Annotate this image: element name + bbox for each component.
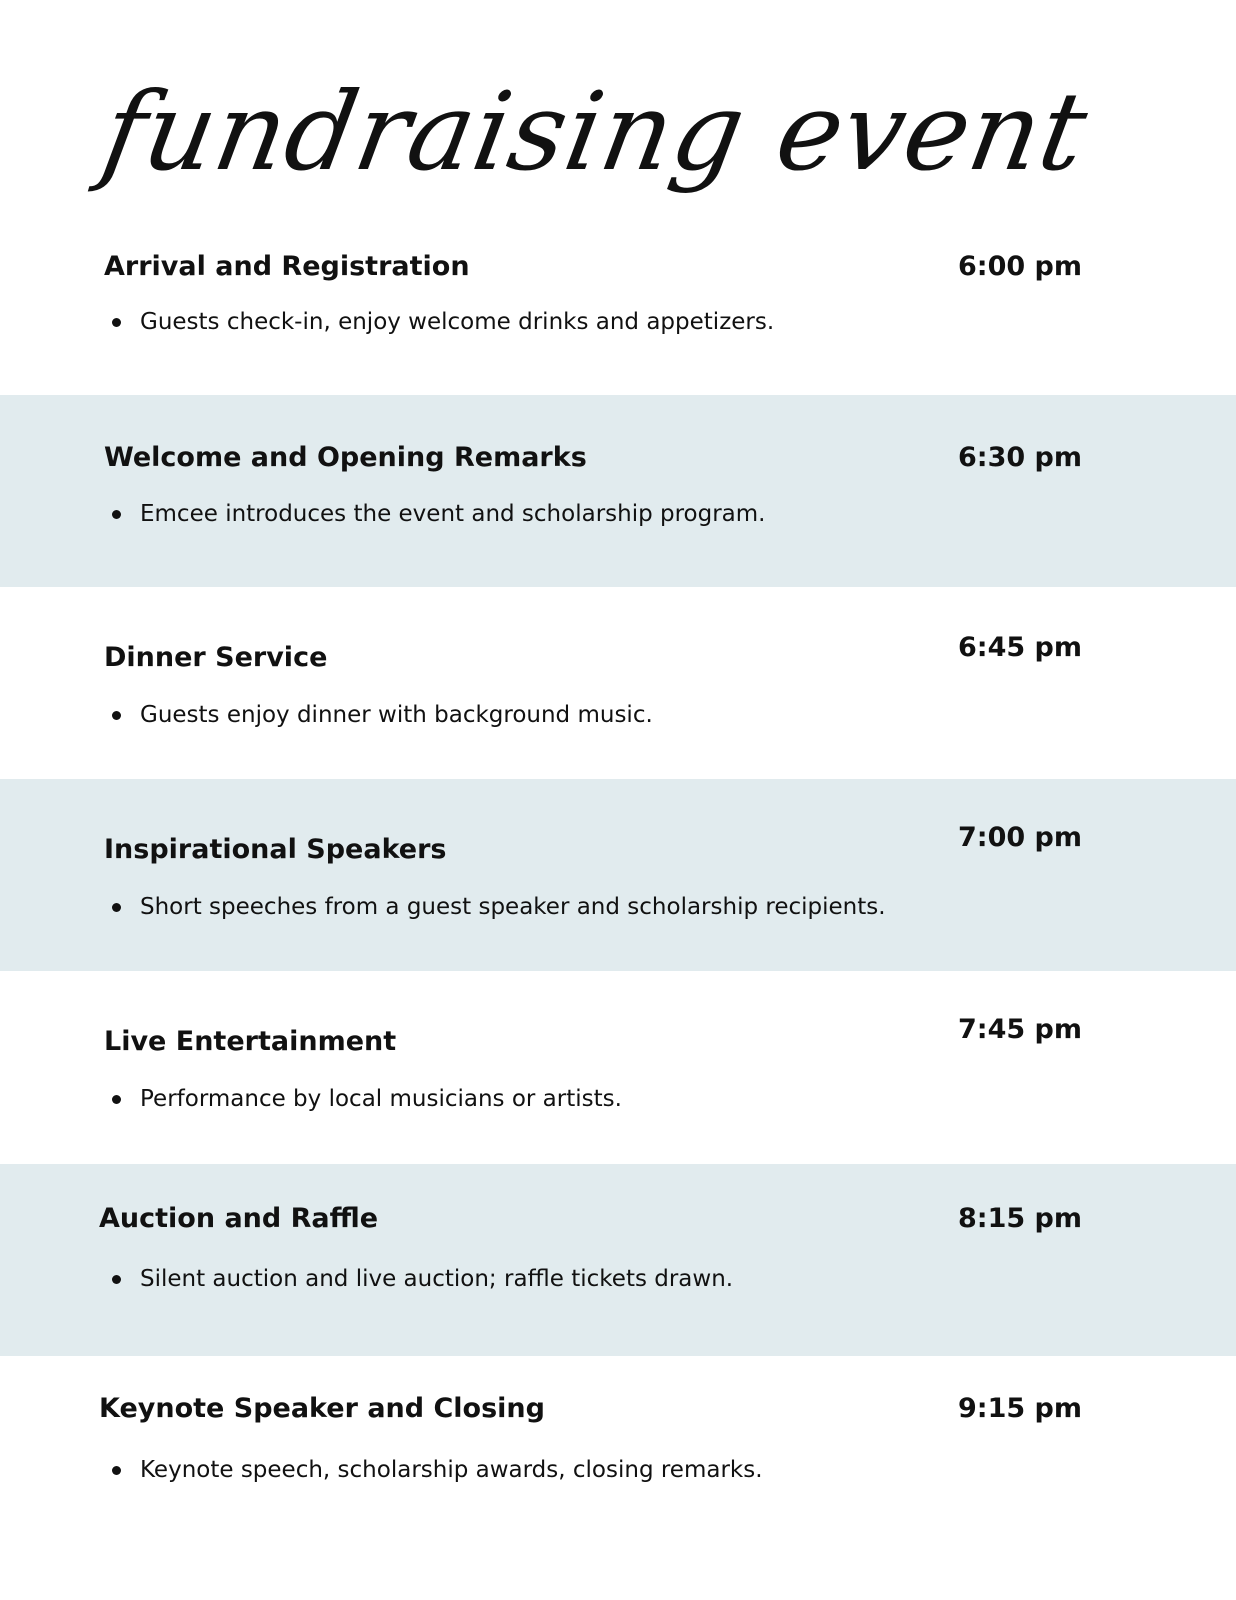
schedule-item-detail: Keynote speech, scholarship awards, closing remarks.: [140, 1457, 763, 1483]
schedule-item-title: Auction and Raffle: [99, 1203, 379, 1234]
schedule-item-time: 6:45 pm: [958, 632, 1083, 663]
schedule-item-title: Live Entertainment: [104, 1026, 397, 1057]
schedule-item-title: Welcome and Opening Remarks: [104, 442, 587, 473]
page-title: fundraising event: [93, 70, 1097, 195]
schedule-item-detail: Silent auction and live auction; raffle tickets drawn.: [140, 1266, 734, 1292]
schedule-band-shaded: [0, 779, 1236, 971]
schedule-item-time: 6:30 pm: [958, 442, 1083, 473]
schedule-item-time: 6:00 pm: [958, 251, 1083, 282]
schedule-item-time: 7:00 pm: [958, 822, 1083, 853]
bullet-icon: [112, 510, 121, 519]
bullet-icon: [112, 903, 121, 912]
schedule-item-title: Inspirational Speakers: [104, 834, 447, 865]
schedule-item-time: 8:15 pm: [958, 1203, 1083, 1234]
schedule-item-title: Arrival and Registration: [104, 251, 470, 282]
schedule-item-detail: Guests check-in, enjoy welcome drinks and appetizers.: [140, 309, 775, 335]
schedule-item-time: 9:15 pm: [958, 1393, 1083, 1424]
schedule-item-detail: Emcee introduces the event and scholarship program.: [140, 501, 766, 527]
bullet-icon: [112, 1095, 121, 1104]
schedule-item-detail: Short speeches from a guest speaker and scholarship recipients.: [140, 894, 886, 920]
schedule-item-time: 7:45 pm: [958, 1014, 1083, 1045]
bullet-icon: [112, 1275, 121, 1284]
schedule-item-title: Dinner Service: [104, 642, 328, 673]
schedule-item-title: Keynote Speaker and Closing: [99, 1393, 545, 1424]
bullet-icon: [112, 711, 121, 720]
bullet-icon: [112, 318, 121, 327]
schedule-item-detail: Guests enjoy dinner with background music.: [140, 702, 653, 728]
bullet-icon: [112, 1466, 121, 1475]
schedule-item-detail: Performance by local musicians or artists.: [140, 1086, 622, 1112]
schedule-band-shaded: [0, 1164, 1236, 1356]
schedule-band-shaded: [0, 395, 1236, 587]
